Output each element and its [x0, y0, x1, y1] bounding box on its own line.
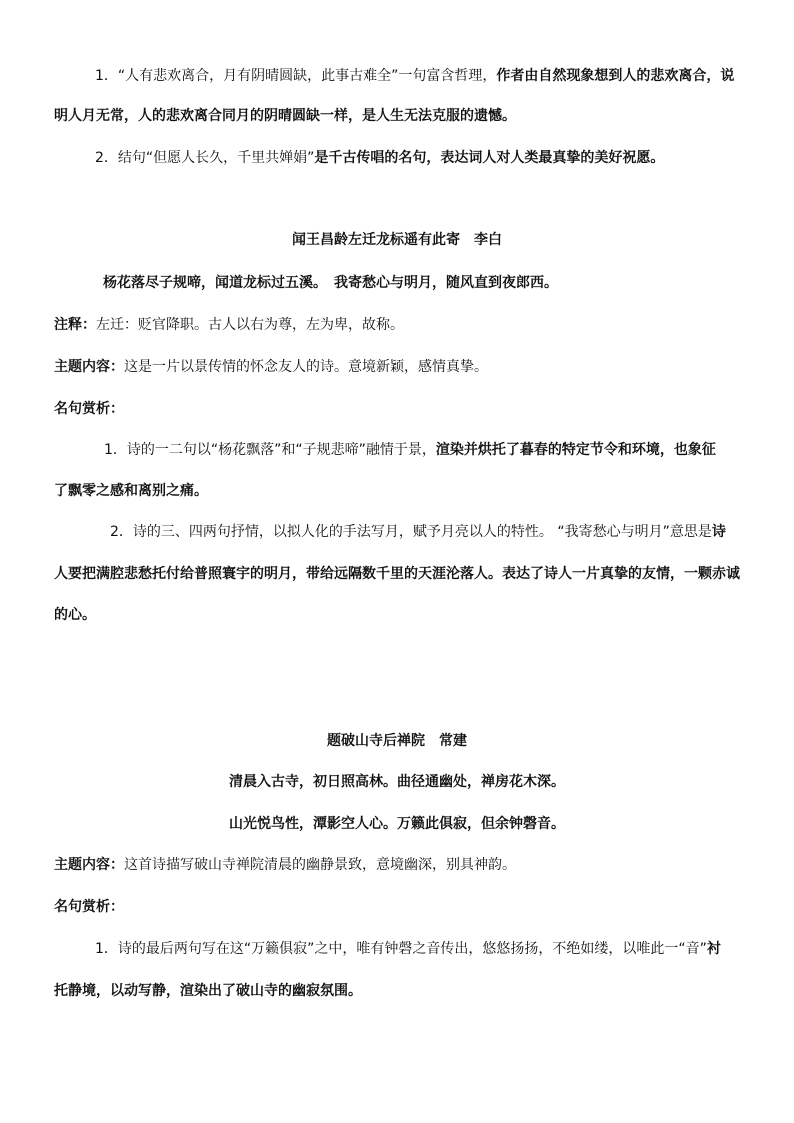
theme-line — [54, 855, 758, 875]
poem-title: 题破山寺后禅院 常建 — [327, 733, 467, 749]
note-label: 注释： — [54, 317, 96, 333]
text-span: 作者由自然现象想到人的悲欢离合，说 — [496, 68, 735, 84]
appreciation-item-1-line-2: 托静境，以动写静，渲染出了破山寺的幽寂氛围。 — [54, 983, 362, 999]
text-span: 衬 — [706, 941, 721, 957]
appreciation-item-2-line-2: 人要把满腔悲愁托付给普照寰宇的明月，带给远隔数千里的天涯沦落人。表达了诗人一片真挚的友情，一颗赤诚 — [54, 566, 740, 582]
appreciation-label: 名句赏析： — [54, 899, 124, 915]
theme-text: 这首诗描写破山寺禅院清晨的幽静景致，意境幽深，别具神韵。 — [124, 857, 516, 873]
text-span: 1．“人有悲欢离合，月有阴晴圆缺，此事古难全”一句富含哲理， — [95, 68, 497, 84]
paragraph-item-1-line-1 — [95, 66, 758, 86]
text-span: 2．结句“但愿人长久，千里共婵娟” — [95, 150, 315, 166]
poem-verse: 杨花落尽子规啼，闻道龙标过五溪。 我寄愁心与明月，随风直到夜郎西。 — [103, 275, 558, 291]
paragraph-item-2 — [95, 148, 758, 168]
text-span: 是千古传唱的名句，表达词人对人类最真挚的美好祝愿。 — [314, 150, 665, 166]
text-span: 渲染并烘托了暮春的特定节令和环境，也象征 — [435, 442, 716, 458]
appreciation-item-2-line-1 — [110, 522, 758, 542]
text-span: 1．诗的一二句以“杨花飘落”和“子规悲啼”融情于景， — [104, 442, 436, 458]
appreciation-label: 名句赏析： — [54, 401, 124, 417]
note-line — [54, 315, 758, 335]
poem-title: 闻王昌龄左迁龙标遥有此寄 李白 — [292, 232, 502, 248]
appreciation-item-1-line-1 — [95, 939, 758, 959]
appreciation-item-1-line-1 — [104, 440, 758, 460]
text-span: 诗 — [711, 524, 726, 540]
theme-label: 主题内容： — [54, 359, 124, 375]
appreciation-item-1-line-2: 了飘零之感和离别之痛。 — [54, 483, 208, 499]
appreciation-item-2-line-3: 的心。 — [54, 607, 96, 623]
paragraph-item-1-line-2: 明人月无常，人的悲欢离合同月的阴晴圆缺一样，是人生无法克服的遗憾。 — [54, 108, 516, 124]
poem-verse-2: 山光悦鸟性，潭影空人心。万籁此俱寂，但余钟磬音。 — [229, 816, 565, 832]
note-text: 左迁：贬官降职。古人以右为尊，左为卑，故称。 — [96, 317, 404, 333]
text-span: 1．诗的最后两句写在这“万籁俱寂”之中，唯有钟磬之音传出，悠悠扬扬，不绝如缕，以唯此一“音” — [95, 941, 707, 957]
theme-line — [54, 357, 758, 377]
poem-verse-1: 清晨入古寺，初日照高林。曲径通幽处，禅房花木深。 — [229, 774, 565, 790]
theme-text: 这是一片以景传情的怀念友人的诗。意境新颖，感情真挚。 — [124, 359, 488, 375]
theme-label: 主题内容： — [54, 857, 124, 873]
text-span: 2．诗的三、四两句抒情，以拟人化的手法写月，赋予月亮以人的特性。 “我寄愁心与明月”意思是 — [110, 524, 712, 540]
